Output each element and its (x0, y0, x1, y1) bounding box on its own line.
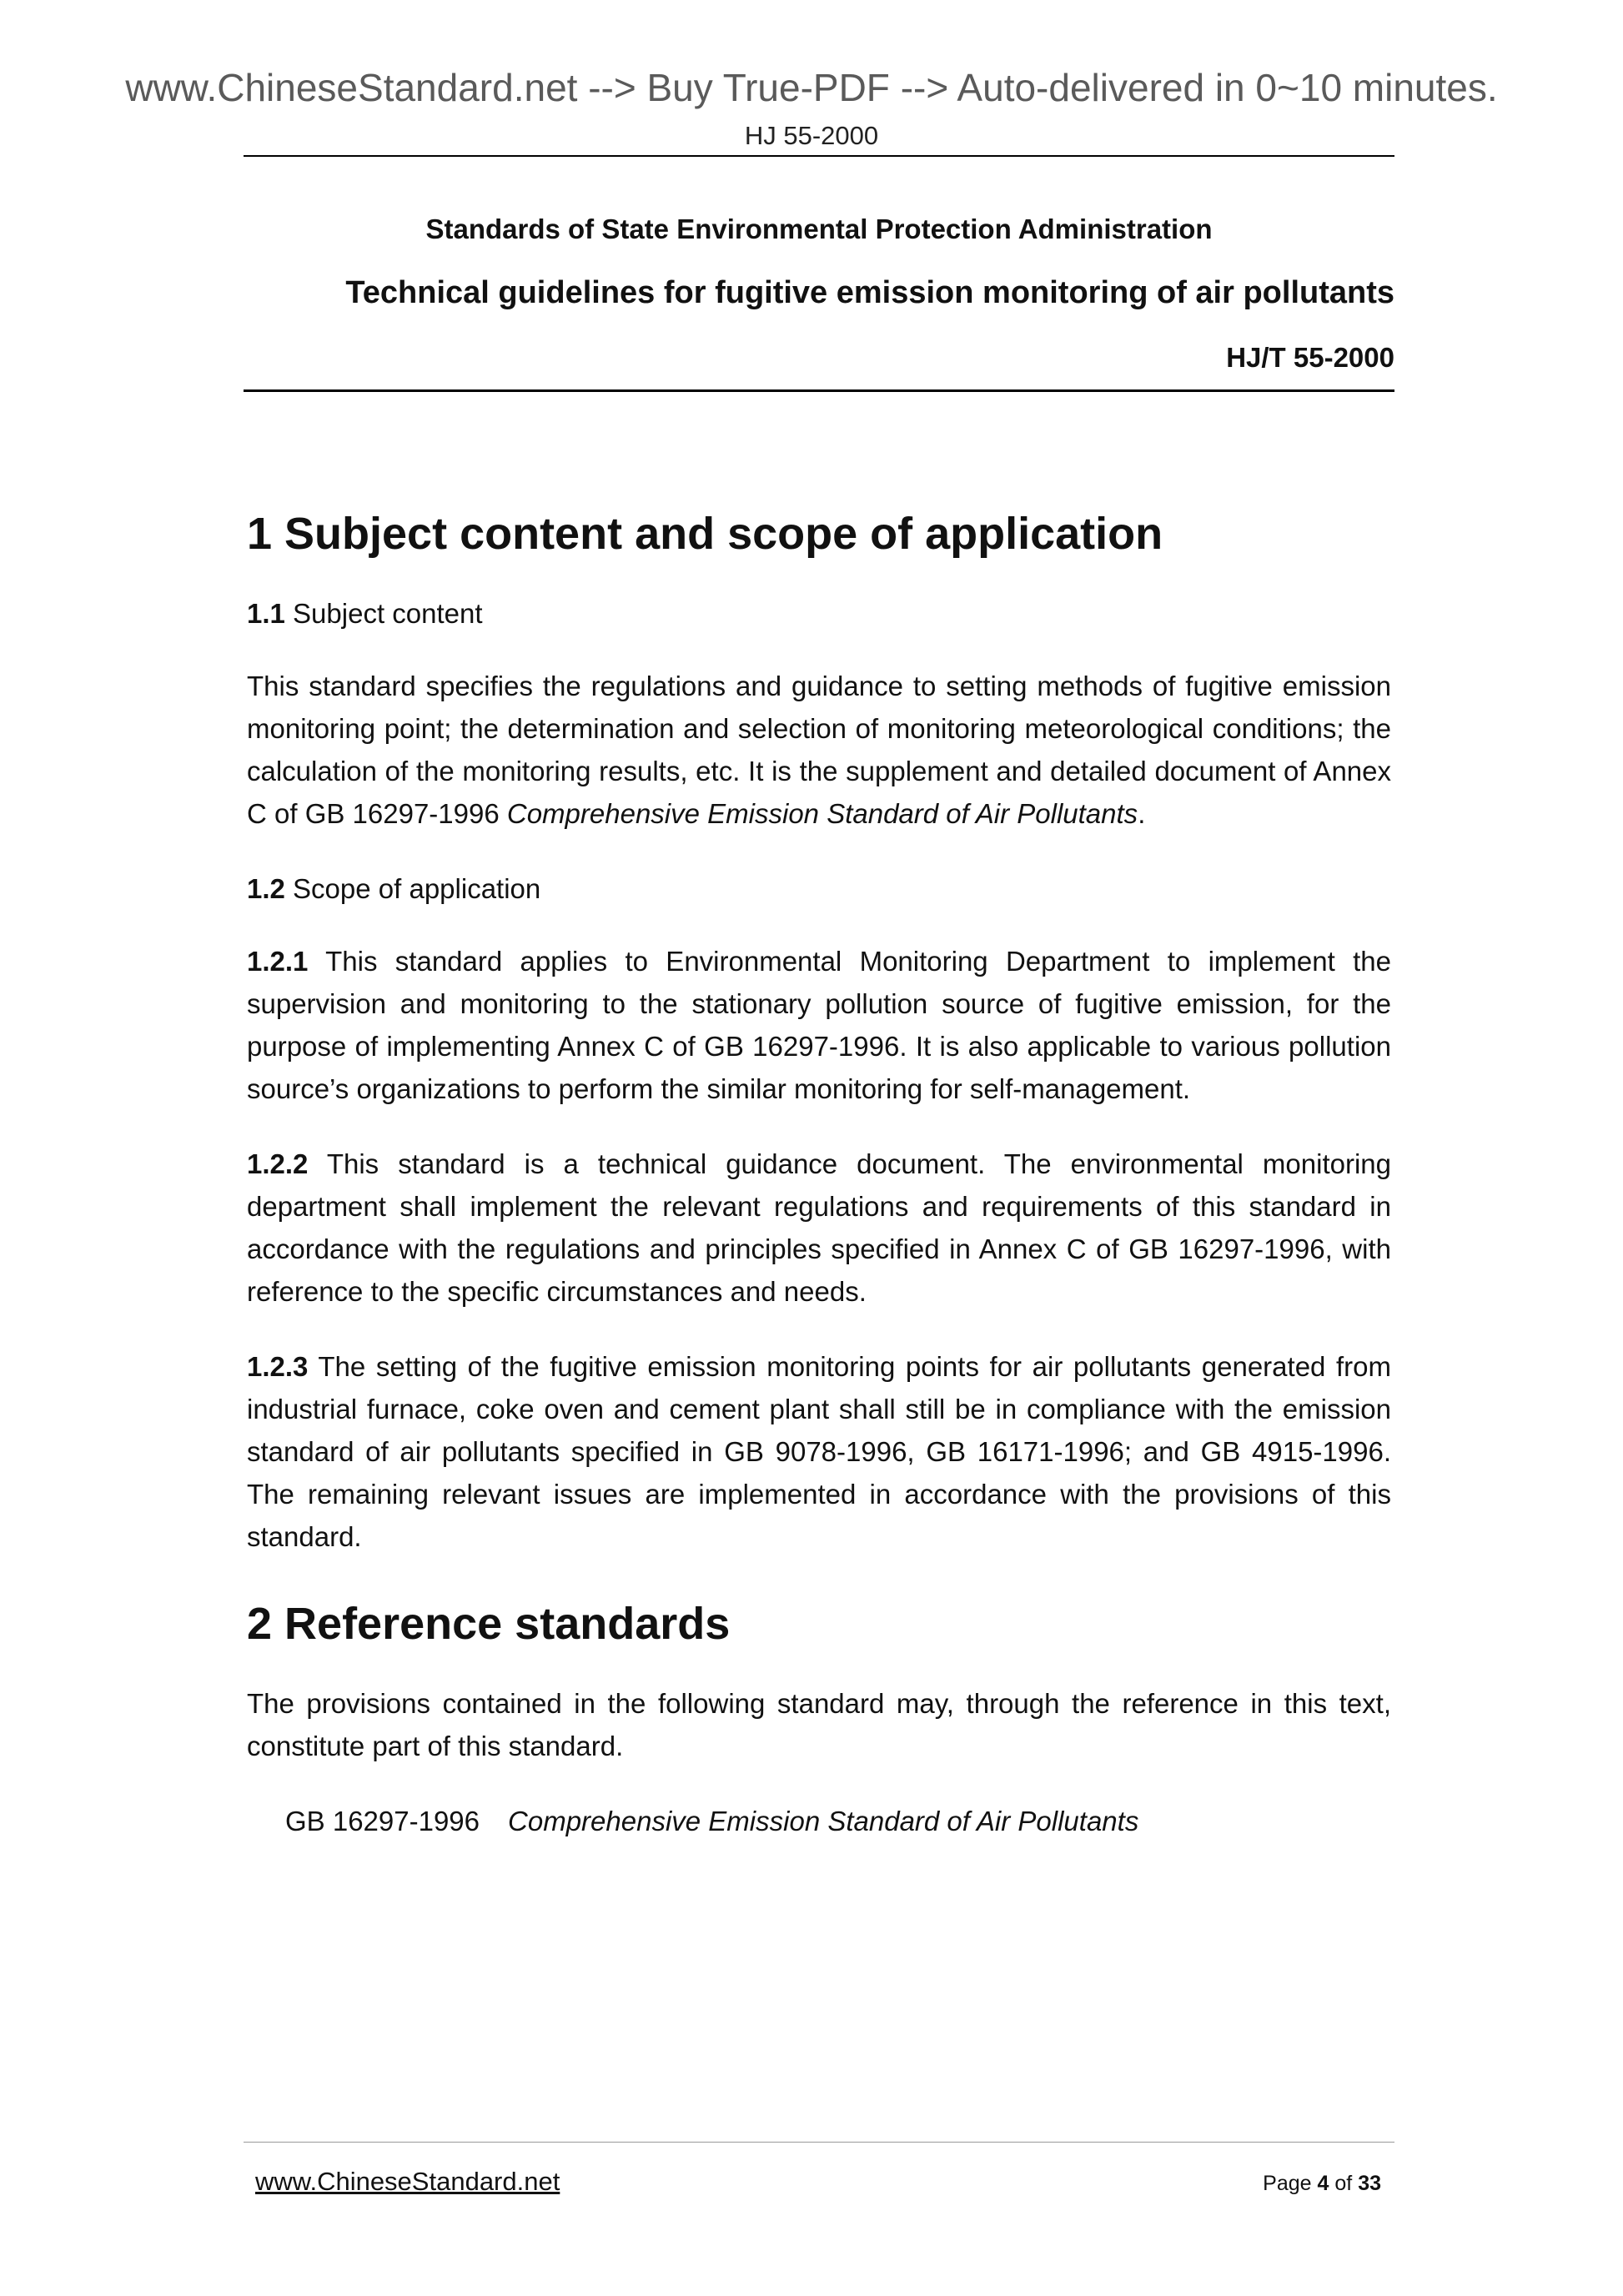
subsection-number: 1.1 (247, 598, 285, 629)
clause-text: This standard is a technical guidance document. The environmental monitoring department shall implement the relevant regulations and requirements of this standard in accordance with the regulations and principles specified in Annex C of GB 16297-1996, with reference to the specific circumstances and needs. (247, 1148, 1391, 1307)
page-number (1263, 2172, 1381, 2196)
clause-number: 1.2.2 (247, 1148, 309, 1179)
cited-standard-title: Comprehensive Emission Standard of Air Pollutants (506, 798, 1138, 829)
footer-divider (244, 2142, 1394, 2143)
reference-intro: The provisions contained in the following standard may, through the reference in this text, constitute part of this standard. (247, 1688, 1391, 1761)
paragraph-text: This standard specifies the regulations and guidance to setting methods of fugitive emission monitoring point; the determination and selection of monitoring meteorological conditions; the calculation of the monitoring results, etc. It is the supplement and detailed document of Annex C of GB 16297-1996 (247, 671, 1391, 829)
footer-website-link[interactable]: www.ChineseStandard.net (255, 2167, 560, 2196)
subsection-label: Subject content (293, 598, 483, 629)
page-of: of (1334, 2172, 1353, 2195)
section-1-heading: 1 Subject content and scope of application (247, 509, 1163, 559)
reference-title: Comprehensive Emission Standard of Air Pollutants (508, 1806, 1139, 1836)
subsection-label: Scope of application (293, 873, 541, 904)
clause-number: 1.2.3 (247, 1351, 309, 1382)
page-word: Page (1263, 2172, 1312, 2195)
header-divider (244, 155, 1394, 157)
clause-text: This standard applies to Environmental Monitoring Department to implement the supervision and monitoring to the stationary pollution source of fugitive emission, for the purpose of implementing Annex C of GB 16297-1996. It is also applicable to various pollution source’s organizations to perform the similar monitoring for self-management. (247, 946, 1391, 1104)
issuing-organization: Standards of State Environmental Protection Administration (425, 214, 1213, 244)
clause-number: 1.2.1 (247, 946, 309, 977)
title-divider (244, 389, 1394, 392)
paragraph-subject-content (247, 665, 1391, 835)
paragraph-end: . (1138, 798, 1146, 829)
section-2-heading: 2 Reference standards (247, 1599, 731, 1649)
subsection-number: 1.2 (247, 873, 285, 904)
document-title: Technical guidelines for fugitive emission monitoring of air pollutants (345, 275, 1394, 310)
clause-1-2-2 (247, 1143, 1391, 1313)
header-doc-code: HJ 55-2000 (744, 121, 879, 150)
reference-entry (247, 1800, 1391, 1842)
subsection-1-1 (247, 592, 1391, 635)
subsection-1-2 (247, 867, 1391, 910)
page-current: 4 (1317, 2172, 1329, 2195)
standard-number: HJ/T 55-2000 (1226, 342, 1394, 373)
reference-code: GB 16297-1996 (285, 1806, 480, 1836)
document-body (247, 500, 1391, 1842)
top-banner: www.ChineseStandard.net --> Buy True-PDF --> Auto-delivered in 0~10 minutes. (125, 66, 1498, 109)
page-total: 33 (1358, 2172, 1381, 2195)
clause-1-2-1 (247, 940, 1391, 1110)
clause-1-2-3 (247, 1345, 1391, 1558)
clause-text: The setting of the fugitive emission monitoring points for air pollutants generated from industrial furnace, coke oven and cement plant shall still be in compliance with the emission standard of air pollutants specified in GB 9078-1996, GB 16171-1996; and GB 4915-1996. The remaining relevant issues are implemented in accordance with the provisions of this standard. (247, 1351, 1391, 1552)
